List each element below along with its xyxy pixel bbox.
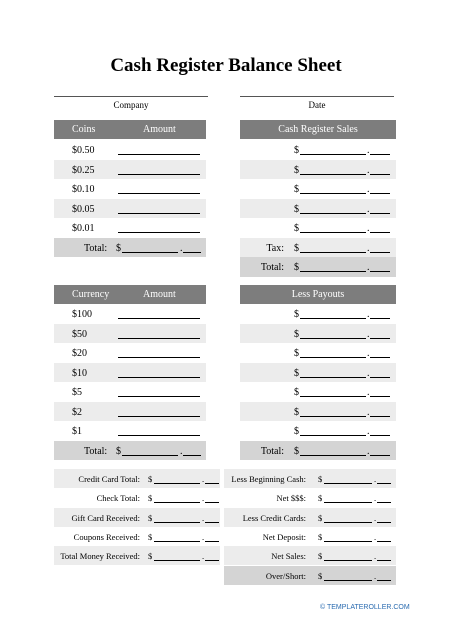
- summary-left-dollar: $: [148, 474, 153, 484]
- payouts-row[interactable]: [240, 382, 396, 402]
- payouts-row-dot: .: [367, 367, 370, 379]
- summary-right-label: Net Deposit:: [262, 531, 306, 542]
- summary-right-dot: .: [374, 493, 377, 504]
- summary-right-dollar: $: [318, 570, 323, 581]
- coins-amount-field[interactable]: [118, 213, 200, 214]
- summary-right-field[interactable]: [324, 502, 372, 503]
- summary-left-dollar: $: [148, 551, 153, 562]
- payouts-row[interactable]: [240, 343, 396, 363]
- sales-row[interactable]: [240, 160, 396, 180]
- coins-row-label: $0.10: [72, 184, 95, 195]
- sales-row-dot: .: [367, 145, 370, 156]
- currency-row: [54, 304, 206, 324]
- sales-total-row-cents-field[interactable]: [370, 271, 390, 272]
- sales-total-row-dollar: $: [294, 262, 299, 273]
- sales-tax-row-field[interactable]: [300, 252, 366, 253]
- sales-row[interactable]: [240, 140, 396, 160]
- summary-left-row[interactable]: [54, 546, 220, 565]
- payouts-header: [240, 285, 396, 304]
- currency-row-label: $2: [72, 406, 82, 418]
- sales-total-row[interactable]: [240, 257, 396, 277]
- currency-header-left: Currency: [72, 289, 110, 300]
- currency-row-label: $1: [72, 426, 82, 437]
- payouts-row[interactable]: [240, 363, 396, 383]
- payouts-row-dot: .: [367, 309, 370, 320]
- coins-row: [54, 199, 206, 219]
- payouts-header-label: Less Payouts: [291, 289, 345, 300]
- payouts-row-cents-field[interactable]: [370, 338, 390, 339]
- sales-header-label: Cash Register Sales: [278, 124, 358, 135]
- payouts-row[interactable]: [240, 402, 396, 422]
- currency-header: [54, 285, 206, 304]
- sales-row-cents-field[interactable]: [370, 193, 390, 194]
- payouts-row-dot: .: [367, 387, 370, 398]
- payouts-row-field[interactable]: [300, 435, 366, 436]
- coins-amount-field[interactable]: [118, 174, 200, 175]
- company-line[interactable]: [54, 96, 208, 97]
- sales-tax-row-label: Tax:: [266, 242, 284, 254]
- summary-right-row[interactable]: [224, 566, 396, 585]
- currency-header-right: Amount: [143, 289, 176, 300]
- summary-right-dot: .: [374, 474, 377, 484]
- payouts-row-cents-field[interactable]: [370, 318, 390, 319]
- summary-right-cents-field[interactable]: [377, 483, 391, 484]
- summary-left-dollar: $: [148, 531, 153, 542]
- sales-row[interactable]: [240, 179, 396, 199]
- summary-left-cents-field[interactable]: [205, 522, 219, 523]
- currency-row-label: $20: [72, 348, 87, 359]
- summary-left-dot: .: [202, 493, 205, 504]
- sales-row-field[interactable]: [300, 154, 366, 155]
- summary-left-dot: .: [202, 512, 205, 523]
- summary-right-dollar: $: [318, 474, 323, 484]
- currency-amount-field[interactable]: [118, 377, 200, 378]
- summary-right-row[interactable]: [224, 508, 396, 527]
- date-line[interactable]: [240, 96, 394, 97]
- currency-row: [54, 421, 206, 441]
- summary-left-cents-field[interactable]: [205, 483, 219, 484]
- sales-total-row-label: Total:: [260, 262, 284, 273]
- summary-left-dot: .: [202, 474, 205, 484]
- payouts-row-dot: .: [367, 426, 370, 437]
- payouts-row-field[interactable]: [300, 318, 366, 319]
- summary-left-field[interactable]: [154, 541, 200, 542]
- sales-row-dollar: $: [294, 164, 299, 176]
- payouts-row-dollar: $: [294, 387, 299, 398]
- payouts-total-row-label: Total:: [260, 445, 284, 457]
- sales-row-field[interactable]: [300, 213, 366, 214]
- summary-left-label: Credit Card Total:: [78, 474, 140, 484]
- payouts-row-field[interactable]: [300, 338, 366, 339]
- sales-row[interactable]: [240, 199, 396, 219]
- summary-right-dollar: $: [318, 531, 323, 542]
- summary-right-cents-field[interactable]: [377, 560, 391, 561]
- summary-right-cents-field[interactable]: [377, 502, 391, 503]
- summary-right-dollar: $: [318, 551, 323, 562]
- currency-total-dollar: $: [116, 445, 121, 457]
- summary-left-dollar: $: [148, 512, 153, 523]
- coins-row: [54, 218, 206, 238]
- coins-row: [54, 160, 206, 180]
- date-label: Date: [308, 100, 326, 110]
- summary-right-field[interactable]: [324, 522, 372, 523]
- currency-row-label: $50: [72, 328, 87, 340]
- payouts-row-cents-field[interactable]: [370, 357, 390, 358]
- summary-left-cents-field[interactable]: [205, 502, 219, 503]
- summary-left-label: Check Total:: [96, 493, 140, 504]
- sales-row-dollar: $: [294, 184, 299, 195]
- summary-left-label: Gift Card Received:: [71, 512, 140, 523]
- sales-tax-row[interactable]: [240, 238, 396, 258]
- currency-amount-field[interactable]: [118, 357, 200, 358]
- coins-row-label: $0.25: [72, 164, 95, 176]
- page-title: Cash Register Balance Sheet: [110, 55, 342, 76]
- summary-left-row[interactable]: [54, 508, 220, 527]
- sales-row-cents-field[interactable]: [370, 154, 390, 155]
- sales-row-cents-field[interactable]: [370, 213, 390, 214]
- payouts-total-row-dollar: $: [294, 445, 299, 457]
- currency-row: [54, 324, 206, 344]
- footer-brand: © TEMPLATEROLLER.COM: [320, 604, 410, 611]
- coins-row: [54, 140, 206, 160]
- sales-row-dot: .: [367, 164, 370, 176]
- summary-left-dot: .: [202, 531, 205, 542]
- summary-left-row[interactable]: [54, 488, 220, 507]
- coins-row-label: $0.01: [72, 223, 95, 234]
- summary-right-row[interactable]: [224, 527, 396, 546]
- coins-total-dot: .: [180, 242, 183, 254]
- summary-left-row[interactable]: [54, 527, 220, 546]
- summary-left-field[interactable]: [154, 522, 200, 523]
- summary-right-cents-field[interactable]: [377, 522, 391, 523]
- summary-right-dollar: $: [318, 493, 323, 504]
- payouts-total-row-dot: .: [367, 445, 370, 457]
- payouts-row-cents-field[interactable]: [370, 396, 390, 397]
- sales-tax-row-dollar: $: [294, 242, 299, 254]
- sales-row-field[interactable]: [300, 232, 366, 233]
- payouts-row-field[interactable]: [300, 416, 366, 417]
- summary-right-dot: .: [374, 512, 377, 523]
- currency-row: [54, 343, 206, 363]
- payouts-row[interactable]: [240, 304, 396, 324]
- coins-total-label: Total:: [84, 242, 108, 254]
- payouts-row[interactable]: [240, 421, 396, 441]
- payouts-total-row[interactable]: [240, 441, 396, 461]
- payouts-row-dollar: $: [294, 367, 299, 379]
- summary-left-dollar: $: [148, 493, 153, 504]
- summary-right-row[interactable]: [224, 546, 396, 565]
- sales-total-row-dot: .: [367, 262, 370, 273]
- coins-total-cents-field[interactable]: [183, 252, 201, 253]
- sales-header: [240, 120, 396, 139]
- payouts-row[interactable]: [240, 324, 396, 344]
- payouts-row-field[interactable]: [300, 357, 366, 358]
- summary-right-dot: .: [374, 570, 377, 581]
- summary-right-dot: .: [374, 551, 377, 562]
- payouts-row-dollar: $: [294, 406, 299, 418]
- sales-row-dollar: $: [294, 145, 299, 156]
- coins-amount-field[interactable]: [118, 232, 200, 233]
- currency-row-label: $5: [72, 387, 82, 398]
- summary-right-cents-field[interactable]: [377, 541, 391, 542]
- payouts-row-dollar: $: [294, 348, 299, 359]
- summary-right-row[interactable]: [224, 488, 396, 507]
- payouts-row-dollar: $: [294, 309, 299, 320]
- currency-amount-field[interactable]: [118, 416, 200, 417]
- coins-header-right: Amount: [143, 124, 176, 135]
- sales-row-field[interactable]: [300, 193, 366, 194]
- payouts-row-field[interactable]: [300, 396, 366, 397]
- summary-right-dot: .: [374, 531, 377, 542]
- summary-right-field[interactable]: [324, 580, 372, 581]
- summary-left-label: Total Money Received:: [60, 551, 140, 562]
- payouts-row-field[interactable]: [300, 377, 366, 378]
- payouts-row-dollar: $: [294, 426, 299, 437]
- company-label: Company: [113, 100, 149, 110]
- summary-right-label: Less Beginning Cash:: [231, 474, 306, 484]
- coins-amount-field[interactable]: [118, 154, 200, 155]
- summary-left-field[interactable]: [154, 502, 200, 503]
- payouts-row-dot: .: [367, 348, 370, 359]
- coins-row-label: $0.50: [72, 145, 95, 156]
- coins-total-row: [54, 238, 206, 258]
- payouts-total-row-field[interactable]: [300, 455, 366, 456]
- currency-amount-field[interactable]: [118, 435, 200, 436]
- summary-right-label: Less Credit Cards:: [242, 512, 306, 523]
- coins-row: [54, 179, 206, 199]
- coins-amount-field[interactable]: [118, 193, 200, 194]
- coins-total-field[interactable]: [122, 252, 178, 253]
- summary-right-dollar: $: [318, 512, 323, 523]
- payouts-row-dot: .: [367, 328, 370, 340]
- sales-row-dot: .: [367, 203, 370, 215]
- sales-row-dot: .: [367, 184, 370, 195]
- currency-row: [54, 382, 206, 402]
- currency-row: [54, 402, 206, 422]
- summary-left-cents-field[interactable]: [205, 541, 219, 542]
- payouts-total-row-cents-field[interactable]: [370, 455, 390, 456]
- sales-row-field[interactable]: [300, 174, 366, 175]
- summary-left-cents-field[interactable]: [205, 560, 219, 561]
- payouts-row-cents-field[interactable]: [370, 435, 390, 436]
- summary-right-label: Net $$$:: [276, 493, 306, 504]
- sales-row-cents-field[interactable]: [370, 174, 390, 175]
- summary-right-field[interactable]: [324, 560, 372, 561]
- sales-row-cents-field[interactable]: [370, 232, 390, 233]
- payouts-row-dot: .: [367, 406, 370, 418]
- coins-total-dollar: $: [116, 242, 121, 254]
- payouts-row-cents-field[interactable]: [370, 377, 390, 378]
- summary-right-row[interactable]: [224, 469, 396, 488]
- payouts-row-cents-field[interactable]: [370, 416, 390, 417]
- coins-row-label: $0.05: [72, 203, 95, 215]
- sales-tax-row-dot: .: [367, 242, 370, 254]
- currency-amount-field[interactable]: [118, 318, 200, 319]
- sales-row-dot: .: [367, 223, 370, 234]
- sales-tax-row-cents-field[interactable]: [370, 252, 390, 253]
- currency-row: [54, 363, 206, 383]
- currency-row-label: $100: [72, 309, 92, 320]
- summary-left-row[interactable]: [54, 469, 220, 488]
- currency-total-label: Total:: [84, 445, 108, 457]
- currency-total-row: [54, 441, 206, 461]
- summary-left-label: Coupons Received:: [73, 531, 140, 542]
- currency-amount-field[interactable]: [118, 396, 200, 397]
- summary-left-field[interactable]: [154, 483, 200, 484]
- currency-total-dot: .: [180, 445, 183, 457]
- sales-row[interactable]: [240, 218, 396, 238]
- summary-right-field[interactable]: [324, 483, 372, 484]
- currency-row-label: $10: [72, 367, 87, 379]
- currency-total-cents-field[interactable]: [183, 455, 201, 456]
- summary-right-label: Over/Short:: [265, 570, 306, 581]
- currency-total-field[interactable]: [122, 455, 178, 456]
- summary-left-field[interactable]: [154, 560, 200, 561]
- currency-amount-field[interactable]: [118, 338, 200, 339]
- summary-right-field[interactable]: [324, 541, 372, 542]
- summary-right-cents-field[interactable]: [377, 580, 391, 581]
- payouts-row-dollar: $: [294, 328, 299, 340]
- coins-header: [54, 120, 206, 139]
- summary-left-dot: .: [202, 551, 205, 562]
- coins-header-left: Coins: [72, 124, 96, 135]
- sales-row-dollar: $: [294, 203, 299, 215]
- summary-right-label: Net Sales:: [271, 551, 306, 562]
- sales-total-row-field[interactable]: [300, 271, 366, 272]
- sales-row-dollar: $: [294, 223, 299, 234]
